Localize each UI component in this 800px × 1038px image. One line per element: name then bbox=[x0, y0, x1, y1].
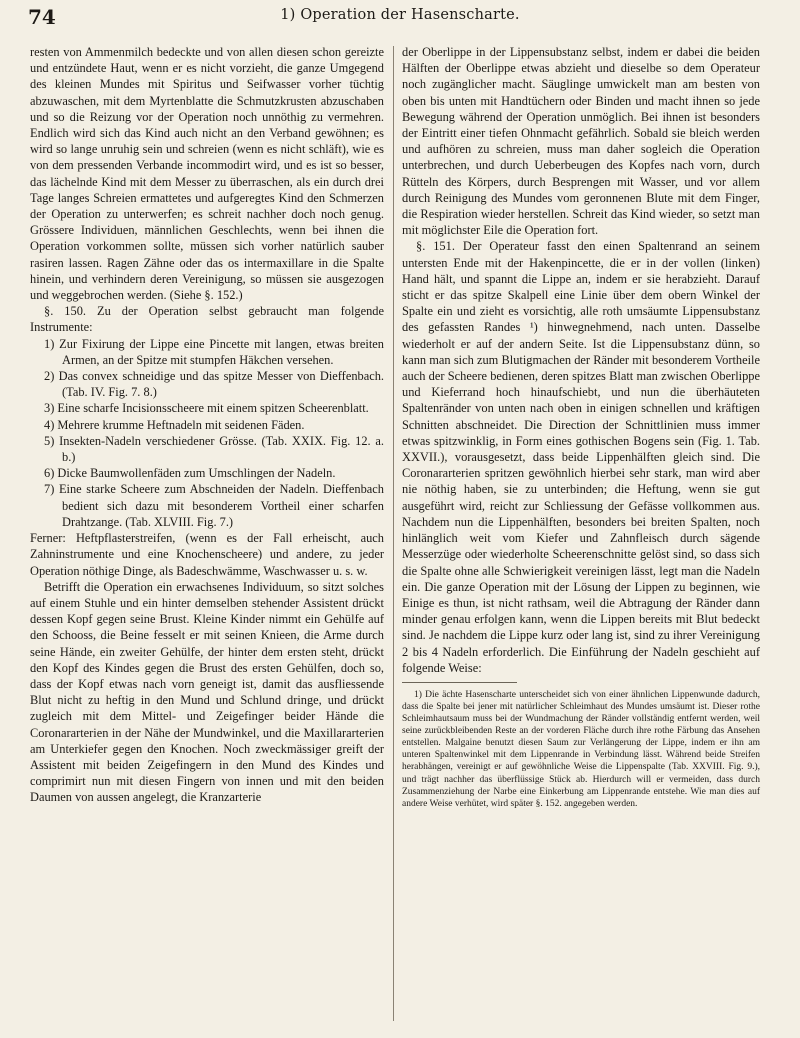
instrument-item-4: 4) Mehrere krumme Heftnadeln mit seidenen Fäden. bbox=[44, 417, 305, 432]
section-151-paragraph: §. 151. Der Operateur fasst den einen Spaltenrand an seinem untersten Ende mit der Hakenpincette, die er in der vollen (linken) Hand hält, und spannt die Lippe an, indem er sie herabzieht. Darauf sticht er das spitze Skalpell eine Linie über dem obern Winkel der Spalte ein und zieht es vorsichtig, alle roth umsäumte Lippensubstanz des gefassten Randes ¹) hinwegnehmend, nach unten. Dasselbe wiederholt er auf der andern Seite. Ist die Lippensubstanz dünn, so kann man sich zum Blutigmachen der Ränder mit besonderem Vortheile auch der Scheere bedienen, deren spitzes Blatt man zwischen Oberlippe und Kieferrand hoch hinaufschiebt, und nun die überhäuteten Spaltenränder von unten nach oben in einigen schnellen und kräftigen Schnitten abschneidet. Die Direction der Schnittlinien muss immer etwas spitzwinklig, in Form eines gothischen Bogens sein (Fig. 1. Tab. XXVII.), vorausgesetzt, dass beide Lippenhälften gleich sind. Die Coronararterien spritzen gewöhnlich hierbei sehr stark, man wird aber nie nöthig haben, sie zu unterbinden; die Heftung, wenn sie gut ausgeführt wird, reicht zur Schliessung der Gefässe vollkommen aus. Nachdem nun die Lippenhälften, besonders bei breiten Spalten, noch hinlänglich weit vom Kiefer und Zahnfleisch durch sägende Messerzüge oder wiederholte Scheerenschnitte gelöst sind, so dass sich die Spalte ohne alle Schwierigkeit vereinigen lässt, legt man die Nadeln ein. Die ganze Operation mit der Lösung der Lippen zu beginnen, wie Einige es thun, ist nicht rathsam, weil die Abtragung der Ränder dann minder genau erfolgen kann, wenn die Lippen bereits mit Blut bedeckt sind. Je nachdem die Lippe kurz oder lang ist, sind zu ihrer Vereinigung 2 bis 4 Nadeln erforderlich. Die Einführung der Nadeln geschieht auf folgende Weise: bbox=[402, 239, 760, 675]
column-divider bbox=[393, 46, 394, 1021]
footnote-rule bbox=[402, 682, 517, 683]
instrument-item-2: 2) Das convex schneidige und das spitze Messer von Dieffenbach. (Tab. IV. Fig. 7. 8.) bbox=[44, 369, 384, 400]
page-header bbox=[0, 0, 800, 40]
instrument-item-6: 6) Dicke Baumwollenfäden zum Umschlingen der Nadeln. bbox=[44, 466, 336, 481]
paragraph: Ferner: Heftpflasterstreifen, (wenn es der Fall erheischt, auch Zahninstrumente und eine Knochenscheere) und andere, zu jeder Operation nöthige Dinge, als Badeschwämme, Waschwasser u. s. w. bbox=[30, 531, 384, 578]
instrument-item-5: 5) Insekten-Nadeln verschiedener Grösse. (Tab. XXIX. Fig. 12. a. b.) bbox=[44, 433, 384, 465]
paragraph: resten von Ammenmilch bedeckte und von allen diesen schon gereizte und entzündete Haut, wenn er es nicht vorzieht, die ganze Umgegend des kleinen Mundes mit Spiritus und Seifwasser vorher tüchtig abzuwaschen, mit dem Myrtenblatte die Schmutzkrusten abzuschaben und so die Reizung vor der Operation noch unnöthig zu vermehren. Endlich wird sich das Kind auch nicht an den Verband gewöhnen; es wird so lange unruhig sein und schreien (wenn es nicht schläft), wie es von dem pressenden Verbande incommodirt wird, und es ist so besser, das lächelnde Kind mit dem Messer zu überraschen, als ein durch drei Tage langes Schreien ermattetes und aufgeregtes Kind den Schmerzen der Operation zu unterwerfen; es schreit nachher doch noch genug. Grössere Individuen, männlichen Geschlechts, wenn bei ihnen die Operation vorkommen sollte, müssen sich vorher natürlich sauber rasiren lassen. Ragen Zähne oder das os intermaxillare in die Spalte hinein, und verhindern deren Vereinigung, so müssen sie ausgezogen und weggebrochen werden. (Siehe §. 152.) bbox=[30, 45, 384, 303]
instrument-item-3: 3) Eine scharfe Incisionsscheere mit einem spitzen Scheerenblatt. bbox=[44, 401, 369, 416]
paragraph: Betrifft die Operation ein erwachsenes Individuum, so sitzt solches auf einem Stuhle und ein hinter demselben stehender Assistent drückt dessen Kopf gegen seine Brust. Kleine Kinder nimmt ein Gehülfe auf den Schooss, die Beine fesselt er mit seinen Knieen, die Arme durch seine Hände, ein zweiter Gehülfe, der hinter dem ersten steht, drückt den Kopf des Kindes gegen die Brust des ersten Gehülfen, doch so, dass der Kopf etwas nach vorn geneigt ist, damit das ausfliessende Blut nicht zu heftig in den Mund und Schlund dringe, und drückt zugleich mit dem Mittel- und Zeigefinger beider Hände die Coronararterien in der Nähe der Mundwinkel, und die Maxillararterien am Unterkiefer gegen den Knochen. Noch zweckmässiger greift der Assistent mit beiden Zeigefingern in den Mund des Kindes und comprimirt nun mit diesen Fingern von innen und mit den beiden Daumen von aussen angelegt, die Kranzarterie bbox=[30, 579, 384, 805]
instrument-item-1: 1) Zur Fixirung der Lippe eine Pincette mit langen, etwas breiten Armen, an der Spitze mit stumpfen Häkchen versehen. bbox=[44, 336, 384, 367]
footnote: 1) Die ächte Hasenscharte unterscheidet sich von einer ähnlichen Lippenwunde dadurch, dass die Spalte bei jener mit natürlicher Schleimhaut des Mundes umsäumt ist. Dieser rothe Schleimhautsaum muss bei der Wundmachung der Ränder vollständig entfernt werden, weil seine zurückbleibenden Reste an der vorderen Fläche durch ihre rothe Färbung das Ansehen entstellen. Malgaine benutzt diesen Saum zur Verlängerung der Lippe, indem er ihn am unteren Spaltenwinkel mit dem Lippenrande in Verbindung lässt. Während beide Streifen herabhängen, vereinigt er auf gewöhnliche Weise die Lippenspalte (Tab. XXVIII. Fig. 9.), und trägt nachher das überflüssige Stück ab. Hierdurch will er vermeiden, dass durch Zusammenziehung der Narbe eine Einkerbung am Lippenrande entstehe. Wie man dies auf andere Weise verhütet, wird später §. 152. angegeben werden. bbox=[402, 689, 760, 809]
paragraph: der Oberlippe in der Lippensubstanz selbst, indem er dabei die beiden Hälften der Oberlippe etwas abzieht und dieselbe so dem Operateur noch zugänglicher macht. Säuglinge umwickelt man am besten von oben bis unten mit Handtüchern oder Binden und macht ihnen so jede Bewegung während der Operation unmöglich. Bei ihnen ist besonders der Eintritt einer tiefen Ohnmacht gefährlich. Sobald sie bleich werden und aufhören zu schreien, muss man daher sogleich die Operation unterbrechen, und durch Ueberbeugen des Kopfes nach vorn, durch Rütteln des Körpers, durch Besprengen mit Wasser, und vor allem durch Reinigung des Mundes vom geronnenen Blute mit dem Finger, die Respiration wieder herstellen. Schreit das Kind wieder, so setzt man mit möglichster Eile die Operation fort. bbox=[402, 45, 760, 238]
instrument-item-7: 7) Eine starke Scheere zum Abschneiden der Nadeln. Dieffenbach bedient sich dazu mit besonderem Vortheil einer scharfen Drahtzange. (Tab. XLVIII. Fig. 7.) bbox=[44, 482, 384, 529]
right-column bbox=[402, 44, 760, 810]
running-title: 1) Operation der Hasenscharte. bbox=[280, 7, 520, 23]
page-number: 74 bbox=[28, 5, 56, 29]
section-150-intro: §. 150. Zu der Operation selbst gebraucht man folgende Instrumente: bbox=[30, 304, 384, 335]
left-column bbox=[30, 44, 384, 806]
